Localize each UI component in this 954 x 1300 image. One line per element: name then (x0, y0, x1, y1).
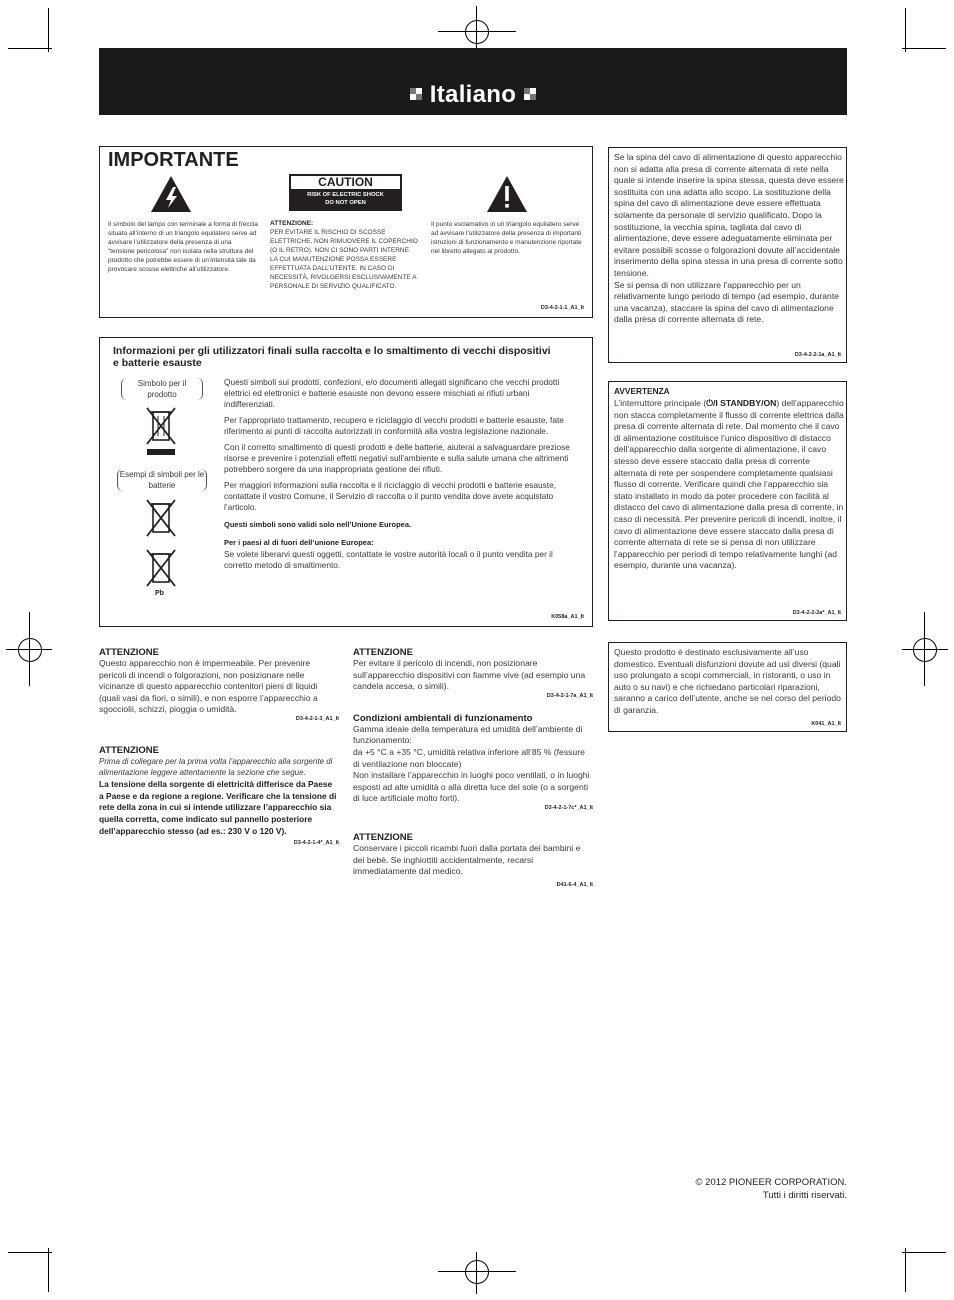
registration-mark-icon (18, 638, 42, 662)
product-symbol-label: Simbolo per il prodotto (121, 378, 203, 400)
caution-subtitle: RISK OF ELECTRIC SHOCK DO NOT OPEN (307, 192, 384, 206)
crop-mark (438, 31, 516, 32)
crop-mark (902, 1252, 946, 1253)
reference-code: K041_A1_It (811, 721, 841, 727)
pb-label: Pb (155, 590, 164, 597)
lightning-warning-icon (150, 175, 192, 213)
crop-mark (905, 1248, 906, 1292)
exclamation-description: Il punto esclamativo in un triangolo equilatero serve ad avvisare l’utilizzatore della presenza di importanti istruzioni di funzionamento e manutenzione riportate nel libretto allegato al prodotto. (431, 221, 582, 255)
caution-label (289, 174, 402, 211)
section-title: Condizioni ambientali di funzionamento (353, 712, 533, 724)
disposal-text (224, 377, 580, 571)
disposal-paragraph: Questi simboli sui prodotti, confezioni, e/o documenti allegati significano che vecchi prodotti elettrici ed elettronici e batterie esauste non devono essere mischiati ai rifiuti urbani indifferenziati. (224, 377, 560, 409)
disposal-paragraph: Per maggiori informazioni sulla raccolta e il riciclaggio di vecchi prodotti e batterie esauste, contattate il vostro Comune, il Servizio di raccolta o il punto vendita dove avete acquistato l’articolo. (224, 480, 557, 512)
lightning-description: Il simbolo del lampo con terminale a forma di freccia situato all’interno di un triangolo equilatero serve ad avvisare l’utilizzatore della presenza di una “tensione pericolosa” non isolata nella struttura del prodotto che potrebbe essere di un’intensità tale da provocare scosse elettriche all’utilizzatore. (108, 221, 258, 273)
reference-code: D3-4-2-2-1a_A1_It (794, 352, 841, 358)
attenzione-notice-text: PER EVITARE IL RISCHIO DI SCOSSE ELETTRICHE, NON RIMUOVERE IL COPERCHIO (O IL RETRO). NON CI SONO PARTI INTERNE LA CUI MANUTENZIONE POSSA ESSERE EFFETTUATA DALL’UTENTE. IN CASO DI NECESSITÀ, RIVOLGERSI ESCLUSIVAMENTE A PERSONALE DI SERVIZIO QUALIFICATO. (270, 229, 418, 290)
disposal-paragraph: Per l’appropriato trattamento, recupero e riciclaggio di vecchi prodotti e batterie esauste, fate riferimento ai punti di raccolta autorizzati in conformità alla vostra legislazione nazionale. (224, 415, 564, 436)
copyright-text: © 2012 PIONEER CORPORATION. (695, 1177, 847, 1188)
plug-notice-box (608, 147, 847, 363)
importante-box (99, 146, 593, 318)
registration-mark-icon (465, 1260, 489, 1284)
reference-code: D3-4-2-1-1_A1_It (540, 305, 584, 311)
reference-code: D41-6-4_A1_It (556, 881, 593, 888)
avvertenza-intro: L’interruttore principale ( (614, 398, 707, 408)
avvertenza-box (608, 381, 847, 621)
reference-code: D3-4-2-1-7c*_A1_It (544, 804, 593, 811)
rights-text: Tutti i diritti riservati. (762, 1189, 847, 1201)
crop-mark (8, 1252, 52, 1253)
crossed-bin-battery-icon (145, 498, 177, 538)
section-text: Per evitare il pericolo di incendi, non posizionare sull’apparecchio dispositivi con fiamme vive (ad esempio una candela accesa, o simili). (353, 658, 586, 692)
crop-mark (48, 8, 49, 52)
section-title: ATTENZIONE (99, 744, 159, 756)
disposal-non-eu-heading: Per i paesi al di fuori dell’unione Europea: (224, 538, 374, 547)
reference-code: D3-4-2-1-7a_A1_It (546, 692, 593, 699)
attenzione-notice (270, 219, 418, 291)
crop-mark (902, 649, 948, 650)
section-italic-note: Prima di collegare per la prima volta l’apparecchio alla sorgente di alimentazione leggere attentamente la sezione che segue. (99, 756, 333, 778)
crop-mark (8, 48, 52, 49)
reference-code: D3-4-2-1-3_A1_It (295, 715, 339, 722)
crossed-bin-icon (145, 406, 177, 456)
language-title: Italiano (429, 81, 517, 108)
exclamation-warning-icon (486, 175, 528, 213)
disposal-paragraph: Con il corretto smaltimento di questi prodotti e delle batterie, aiuterai a salvaguardare preziose risorse e prevenire i potenziali effetti negativi sull’ambiente e sulla salute umana che altrimenti potrebbero sorgere da una inappropriata gestione dei rifiuti. (224, 442, 570, 474)
plug-paragraph: Se si pensa di non utilizzare l’apparecchio per un relativamente lungo periodo di tempo (ad esempio, durante una vacanza), staccare la spina del cavo di alimentazione dalla presa di corrente alternata di rete. (614, 279, 840, 325)
reference-code: D3-4-2-1-4*_A1_It (293, 839, 339, 846)
plug-notice-text (614, 152, 844, 326)
section-title: ATTENZIONE (353, 831, 413, 843)
left-column (99, 647, 339, 846)
disposal-paragraph: Se volete liberarvi questi oggetti, contattate le vostre autorità locali o il punto vendita per il corretto metodo di smaltimento. (224, 549, 553, 570)
avvertenza-body: dell’apparecchio non stacca completamente il flusso di corrente elettrica dalla presa di corrente alternata di rete. Dal momento che il cavo di alimentazione costituisce l’unico dispositivo di distacco dell’apparecchio dalla sorgente di alimentazione, il cavo stesso deve essere staccato dalla presa di corrente alternata di rete per sospendere completamente qualsiasi flusso di corrente. Verificare quindi che l’apparecchio sia stato installato in modo da poter procedere con facilità al distacco del cavo di alimentazione dalla presa di corrente, in caso di necessità. Per prevenire pericoli di incendi, inoltre, il cavo di alimentazione deve essere staccato dalla presa di corrente alternata di rete se si pensa di non utilizzare l’apparecchio per periodi di tempo relativamente lunghi (ad esempio, durante una vacanza). (614, 398, 844, 571)
crop-mark (905, 8, 906, 52)
registration-mark-icon (913, 638, 937, 662)
language-banner (99, 48, 847, 115)
reference-code: K058a_A1_It (551, 614, 584, 620)
disposal-title: Informazioni per gli utilizzatori finali sulla raccolta e lo smaltimento di vecchi dispositivi e batterie esauste (113, 345, 551, 369)
section-text: Gamma ideale della temperatura ed umidità dell’ambiente di funzionamento: (353, 723, 583, 746)
crop-mark (476, 6, 477, 48)
registration-mark-icon (465, 20, 489, 44)
checker-icon (524, 88, 536, 100)
caution-title: CAUTION (291, 176, 400, 189)
voltage-warning: La tensione della sorgente di elettricità differisce da Paese a Paese e da regione a regione. Verificare che la tensione di rete della zona in cui si intende utilizzare l’apparecchio sia quella corretta, come indicato sul pannello posteriore dell’apparecchio stesso (ad es.: 230 V o 120 V). (99, 778, 337, 836)
avvertenza-close: ) (776, 398, 780, 408)
crop-mark (438, 1271, 516, 1272)
middle-column (353, 647, 593, 888)
power-icon: ⏻ (706, 398, 714, 408)
section-title: ATTENZIONE (99, 647, 159, 658)
section-text: da +5 °C a +35 °C, umidità relativa inferiore all‘85 % (fessure di ventilazione non bloccate) (353, 746, 585, 769)
battery-symbol-label: Esempi di simboli per le batterie (117, 469, 207, 491)
plug-paragraph: Se la spina del cavo di alimentazione di questo apparecchio non si adatta alla presa di corrente alternata di rete nella quale si intende inserire la spina stessa, questa deve essere sostituita con una adatta allo scopo. La sostituzione della spina del cavo di alimentazione deve essere effettuata solamente da personale di servizio qualificato. Dopo la sostituzione, la vecchia spina, tagliata dal cavo di alimentazione, deve essere adeguatamente eliminata per evitare possibili scosse o folgorazioni dovute all’accidentale inserimento della spina stessa in una presa di corrente sotto tensione. (614, 152, 844, 278)
crop-mark (902, 48, 946, 49)
standby-switch-label: /I STANDBY/ON (713, 398, 777, 408)
domestic-use-box (608, 642, 847, 732)
crossed-bin-pb-icon (145, 548, 177, 588)
crop-mark (48, 1248, 49, 1292)
checker-icon (410, 88, 422, 100)
section-text: Non installare l’apparecchio in luoghi poco ventilati, o in luoghi esposti ad alte umidità o alla diretta luce del sole (o a sorgenti di luce artificiale molto forti). (353, 770, 590, 804)
attenzione-notice-heading: ATTENZIONE: (270, 220, 314, 227)
disposal-eu-note: Questi simboli sono validi solo nell’Unione Europea. (224, 520, 412, 529)
copyright-footer (696, 1177, 847, 1202)
domestic-use-text: Questo prodotto è destinato esclusivamente all’uso domestico. Eventuali disfunzioni dovute ad usi diversi (quali uso prolungato a scopi commerciali, in ristoranti, o uso in auto o su navi) e che richiedano particolari riparazioni, saranno a carico dell’utente, anche se nel corso del periodo di garanzia. (614, 647, 841, 715)
section-text: Questo apparecchio non è impermeabile. Per prevenire pericoli di incendi o folgorazioni, non posizionare nelle vicinanze di questo apparecchio contenitori pieni di liquidi (quali vasi da fiori, o simili), e non esporre l’apparecchio a sgocciolii, schizzi, pioggia o umidità. (99, 658, 318, 715)
crop-mark (6, 649, 52, 650)
crop-mark (476, 1252, 477, 1294)
avvertenza-title: AVVERTENZA (614, 386, 670, 396)
disposal-box (99, 337, 593, 627)
avvertenza-text (614, 398, 844, 572)
section-title: ATTENZIONE (353, 647, 413, 658)
section-text: Conservare i piccoli ricambi fuori dalla portata dei bambini e dei bebè. Se inghiottiti accidentalmente, recarsi immediatamente dal medico. (353, 842, 581, 877)
reference-code: D3-4-2-2-2a*_A1_It (792, 610, 841, 616)
importante-title: IMPORTANTE (108, 149, 239, 171)
